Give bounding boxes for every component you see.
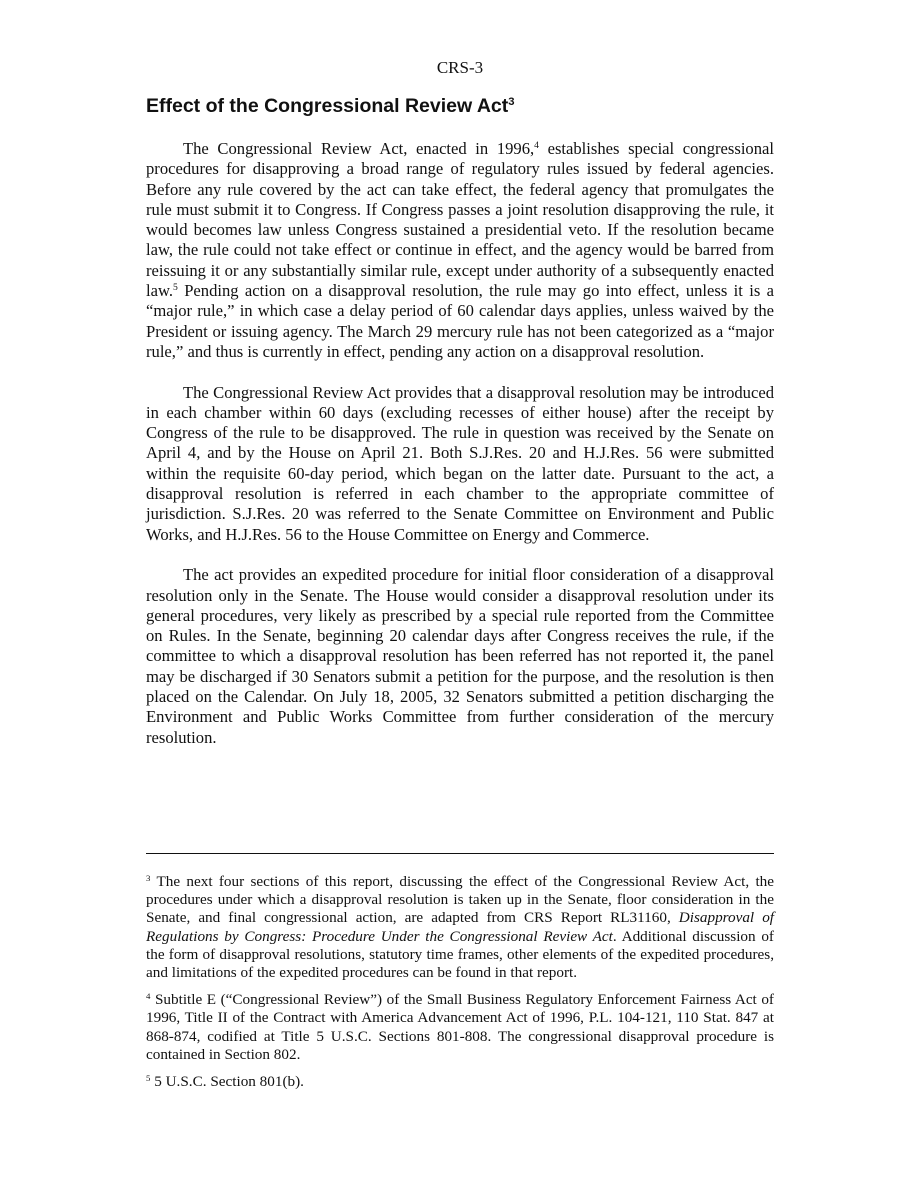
footnote-4 xyxy=(146,991,774,1064)
paragraph-1-text-c: Pending action on a disapproval resolution, the rule may go into effect, unless it is a “major rule,” in which case a delay period of 60 calendar days applies, unless waived by the President or issuing agency. The March 29 mercury rule has not been categorized as a “major rule,” and thus is currently in effect, pending any action on a disapproval resolution. xyxy=(146,281,774,361)
footnote-number: 3 xyxy=(146,872,151,883)
footnote-number: 5 xyxy=(146,1072,151,1083)
footnote-4-text: Subtitle E (“Congressional Review”) of the Small Business Regulatory Enforcement Fairness Act of 1996, Title II of the Contract with America Advancement Act of 1996, P.L. 104-121, 110 Stat. 847 at 868-874, codified at Title 5 U.S.C. Sections 801-808. The congressional disapproval procedure is contained in Section 802. xyxy=(146,991,774,1063)
section-heading-text: Effect of the Congressional Review Act xyxy=(146,95,509,117)
footnote-5 xyxy=(146,1073,774,1091)
footnote-3-text-a: The next four sections of this report, discussing the effect of the Congressional Review Act, the procedures under which a disapproval resolution is taken up in the Senate, floor consideration in the Senate, and final congressional action, are adapted from CRS Report RL31160, xyxy=(146,873,774,927)
section-heading xyxy=(146,94,515,118)
footnote-divider xyxy=(146,853,774,854)
footnote-3-report-title: Disapproval of Regulations by Congress: Procedure Under the Congressional Review Act xyxy=(146,909,775,945)
footnote-3 xyxy=(146,873,774,982)
paragraph-3: The act provides an expedited procedure for initial floor consideration of a disapproval resolution only in the Senate. The House would consider a disapproval resolution under its general procedures, very likely as prescribed by a special rule reported from the Committee on Rules. In the Senate, beginning 20 calendar days after Congress receives the rule, if the committee to which a disapproval resolution has been referred has not reported it, the panel may be discharged if 30 Senators submit a petition for the purpose, and the resolution is then placed on the Calendar. On July 18, 2005, 32 Senators submitted a petition discharging the Environment and Public Works Committee from further consideration of the mercury resolution. xyxy=(146,565,774,747)
paragraph-1-text-a: The Congressional Review Act, enacted in 1996, xyxy=(183,139,535,158)
page-number-header: CRS-3 xyxy=(436,58,484,77)
footnote-ref-4[interactable]: 4 xyxy=(534,140,539,152)
footnotes xyxy=(146,873,774,1100)
footnote-ref-3[interactable]: 3 xyxy=(508,96,515,108)
footnote-3-text-b: . Additional discussion of the form of disapproval resolutions, statutory time frames, other elements of the expedited procedures, and limitations of the expedited procedures can be found in that report. xyxy=(146,927,774,982)
paragraph-1-text-b: establishes special congressional procedures for disapproving a broad range of regulatory rules issued by federal agencies. Before any rule covered by the act can take effect, the federal agency that promulgates the rule must submit it to Congress. If Congress passes a joint resolution disapproving the rule, it would becomes law unless Congress sustained a presidential veto. If the resolution became law, the rule could not take effect or continue in effect, and the agency would be barred from reissuing it or any substantially similar rule, except under authority of a subsequently enacted law. xyxy=(146,139,775,301)
paragraph-1 xyxy=(146,139,774,362)
footnote-ref-5[interactable]: 5 xyxy=(173,282,178,294)
body-text xyxy=(146,139,774,768)
footnote-5-text: 5 U.S.C. Section 801(b). xyxy=(150,1073,304,1091)
paragraph-2: The Congressional Review Act provides that a disapproval resolution may be introduced in each chamber within 60 days (excluding recesses of either house) after the receipt by Congress of the rule to be disapproved. The rule in question was received by the Senate on April 4, and by the House on April 21. Both S.J.Res. 20 and H.J.Res. 56 were submitted within the requisite 60-day period, which began on the latter date. Pursuant to the act, a disapproval resolution is referred in each chamber to the appropriate committee of jurisdiction. S.J.Res. 20 was referred to the Senate Committee on Environment and Public Works, and H.J.Res. 56 to the House Committee on Energy and Commerce. xyxy=(146,382,774,544)
footnote-number: 4 xyxy=(146,990,151,1001)
